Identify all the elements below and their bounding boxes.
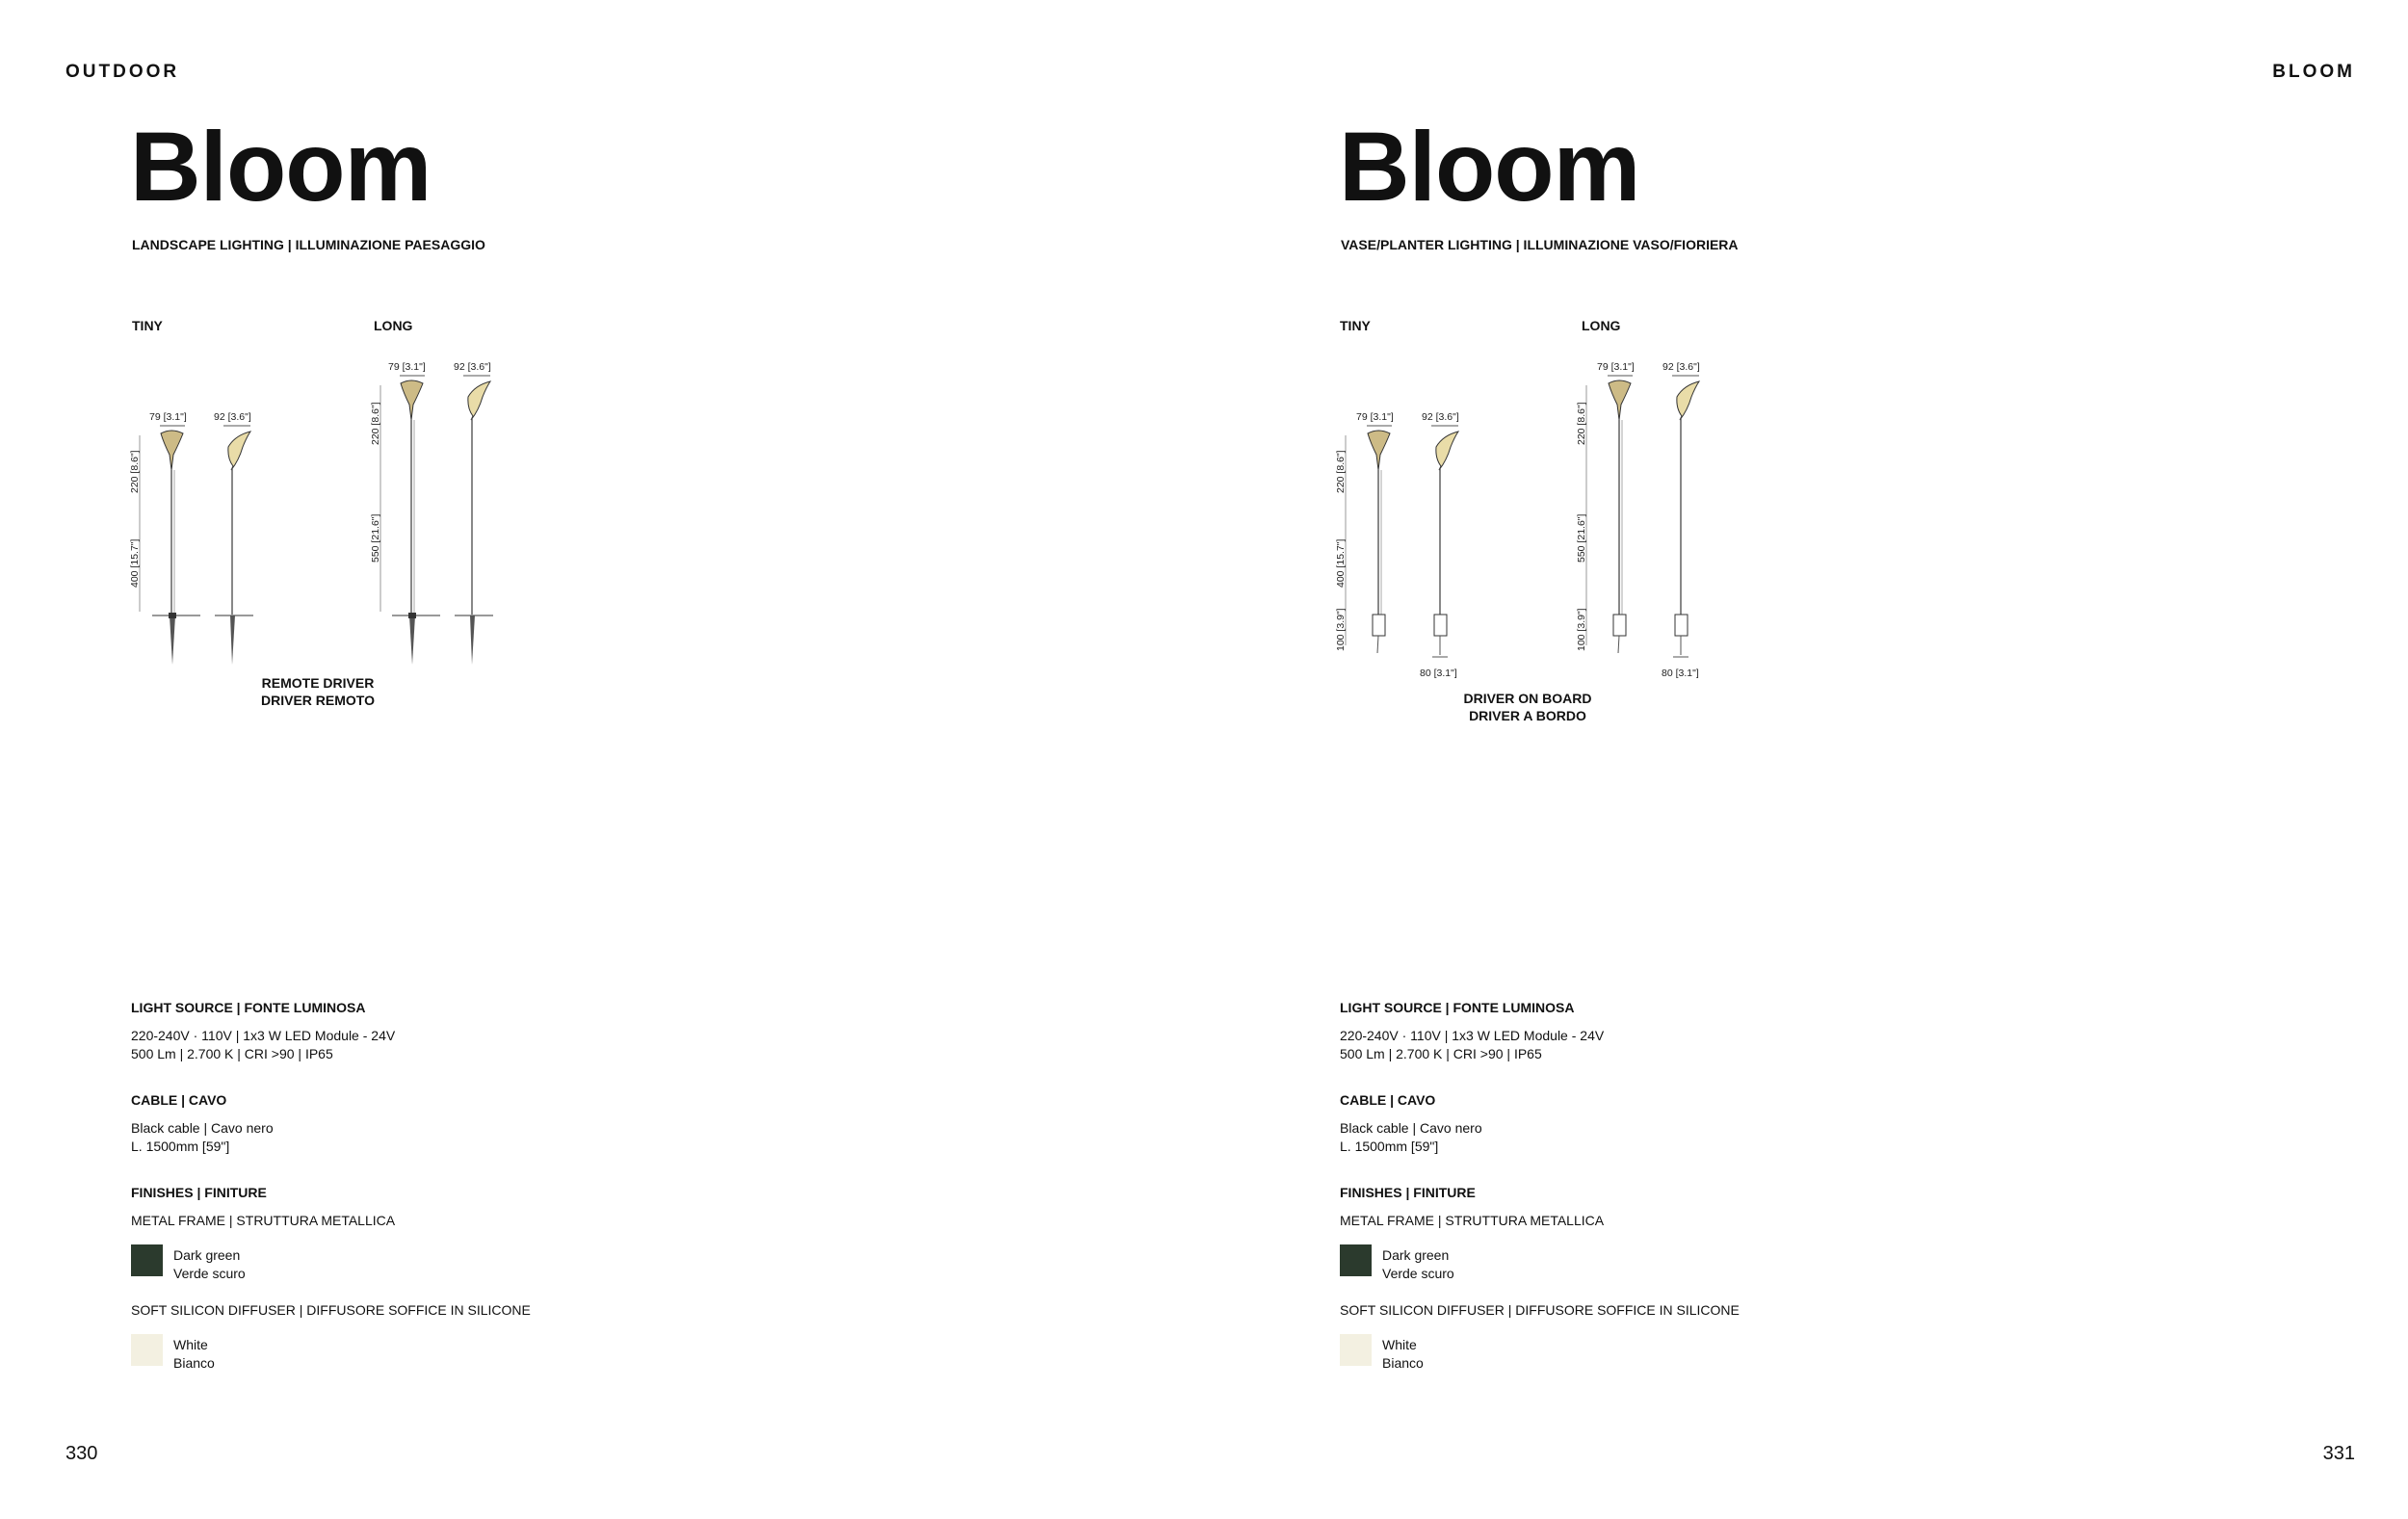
diffuser-color-it: Bianco bbox=[173, 1355, 215, 1371]
diffuser-heading: SOFT SILICON DIFFUSER | DIFFUSORE SOFFICE IN SILICONE bbox=[131, 1302, 531, 1318]
tiny-head-height-dim: 220 [8.6"] bbox=[129, 450, 141, 493]
long-width-side-dim: 92 [3.6"] bbox=[1662, 361, 1700, 373]
finishes-heading: FINISHES | FINITURE bbox=[131, 1185, 267, 1200]
diffuser-finish-option bbox=[131, 1334, 670, 1373]
variant-label-long-left: LONG bbox=[374, 318, 413, 333]
technical-drawing-planter bbox=[1324, 347, 1748, 684]
frame-color-it: Verde scuro bbox=[173, 1266, 246, 1281]
long-width-front-dim: 79 [3.1"] bbox=[1597, 361, 1635, 373]
variant-label-tiny-right: TINY bbox=[1340, 318, 1371, 333]
diffuser-color-it: Bianco bbox=[1382, 1355, 1424, 1371]
tiny-side-view bbox=[214, 411, 253, 665]
frame-color-swatch bbox=[1340, 1244, 1372, 1276]
light-source-line-1: 220-240V · 110V | 1x3 W LED Module - 24V bbox=[1340, 1028, 1605, 1043]
driver-note-right bbox=[1412, 690, 1643, 724]
page-number-right: 331 bbox=[2322, 1443, 2355, 1464]
long-front-view bbox=[370, 361, 440, 665]
specs-left bbox=[131, 999, 670, 1373]
diffuser-color-swatch bbox=[1340, 1334, 1372, 1366]
diffuser-color-swatch bbox=[131, 1334, 163, 1366]
tiny-base-height-dim: 100 [3.9"] bbox=[1335, 608, 1347, 651]
tiny-head-height-dim: 220 [8.6"] bbox=[1335, 450, 1347, 493]
variant-label-long-right: LONG bbox=[1582, 318, 1621, 333]
product-subtitle-right: VASE/PLANTER LIGHTING | ILLUMINAZIONE VASO/FIORIERA bbox=[1341, 237, 1739, 252]
diffuser-heading: SOFT SILICON DIFFUSER | DIFFUSORE SOFFICE IN SILICONE bbox=[1340, 1302, 1740, 1318]
tiny-front-view bbox=[1335, 411, 1394, 653]
long-side-view bbox=[454, 361, 493, 665]
long-stem-height-dim: 550 [21.6"] bbox=[1576, 513, 1587, 563]
long-base-width-dim: 80 [3.1"] bbox=[1662, 668, 1699, 679]
tiny-stem-height-dim: 400 [15.7"] bbox=[1335, 538, 1347, 588]
long-side-view bbox=[1662, 361, 1700, 679]
driver-line-it: DRIVER A BORDO bbox=[1469, 708, 1586, 723]
cable-line-2: L. 1500mm [59"] bbox=[131, 1139, 230, 1154]
cable-heading: CABLE | CAVO bbox=[1340, 1092, 1436, 1108]
tiny-width-front-dim: 79 [3.1"] bbox=[1356, 411, 1394, 423]
tiny-width-side-dim: 92 [3.6"] bbox=[1422, 411, 1459, 423]
driver-note-left bbox=[202, 674, 433, 709]
tiny-width-front-dim: 79 [3.1"] bbox=[149, 411, 187, 423]
cable-line-1: Black cable | Cavo nero bbox=[131, 1120, 274, 1136]
tiny-width-side-dim: 92 [3.6"] bbox=[214, 411, 251, 423]
product-title-right: Bloom bbox=[1339, 112, 1640, 222]
diffuser-finish-option bbox=[1340, 1334, 1879, 1373]
long-head-height-dim: 220 [8.6"] bbox=[1576, 402, 1587, 445]
frame-heading: METAL FRAME | STRUTTURA METALLICA bbox=[131, 1213, 396, 1228]
section-header-left: OUTDOOR bbox=[65, 62, 180, 82]
long-front-view bbox=[1576, 361, 1635, 653]
driver-line-it: DRIVER REMOTO bbox=[261, 693, 375, 708]
frame-color-en: Dark green bbox=[173, 1247, 241, 1263]
tiny-base-width-dim: 80 [3.1"] bbox=[1420, 668, 1457, 679]
long-width-front-dim: 79 [3.1"] bbox=[388, 361, 426, 373]
driver-line-en: REMOTE DRIVER bbox=[261, 675, 375, 691]
section-header-right: BLOOM bbox=[2272, 62, 2355, 82]
light-source-line-2: 500 Lm | 2.700 K | CRI >90 | IP65 bbox=[1340, 1046, 1542, 1061]
tiny-side-view bbox=[1420, 411, 1459, 679]
light-source-heading: LIGHT SOURCE | FONTE LUMINOSA bbox=[131, 1000, 366, 1015]
light-source-line-2: 500 Lm | 2.700 K | CRI >90 | IP65 bbox=[131, 1046, 333, 1061]
frame-heading: METAL FRAME | STRUTTURA METALLICA bbox=[1340, 1213, 1605, 1228]
long-stem-height-dim: 550 [21.6"] bbox=[370, 513, 381, 563]
product-subtitle-left: LANDSCAPE LIGHTING | ILLUMINAZIONE PAESAGGIO bbox=[132, 237, 485, 252]
driver-line-en: DRIVER ON BOARD bbox=[1463, 691, 1592, 706]
diffuser-color-en: White bbox=[173, 1337, 208, 1352]
frame-color-swatch bbox=[131, 1244, 163, 1276]
tiny-front-view bbox=[129, 411, 200, 665]
long-width-side-dim: 92 [3.6"] bbox=[454, 361, 491, 373]
long-base-height-dim: 100 [3.9"] bbox=[1576, 608, 1587, 651]
diffuser-color-en: White bbox=[1382, 1337, 1417, 1352]
product-title-left: Bloom bbox=[130, 112, 432, 222]
frame-finish-option bbox=[131, 1244, 670, 1283]
frame-color-it: Verde scuro bbox=[1382, 1266, 1454, 1281]
light-source-heading: LIGHT SOURCE | FONTE LUMINOSA bbox=[1340, 1000, 1575, 1015]
long-head-height-dim: 220 [8.6"] bbox=[370, 402, 381, 445]
specs-right bbox=[1340, 999, 1879, 1373]
cable-line-1: Black cable | Cavo nero bbox=[1340, 1120, 1482, 1136]
cable-line-2: L. 1500mm [59"] bbox=[1340, 1139, 1439, 1154]
cable-heading: CABLE | CAVO bbox=[131, 1092, 227, 1108]
page-number-left: 330 bbox=[65, 1443, 98, 1464]
frame-color-en: Dark green bbox=[1382, 1247, 1450, 1263]
frame-finish-option bbox=[1340, 1244, 1879, 1283]
technical-drawing-landscape bbox=[116, 347, 539, 674]
light-source-line-1: 220-240V · 110V | 1x3 W LED Module - 24V bbox=[131, 1028, 396, 1043]
finishes-heading: FINISHES | FINITURE bbox=[1340, 1185, 1476, 1200]
tiny-stem-height-dim: 400 [15.7"] bbox=[129, 538, 141, 588]
variant-label-tiny-left: TINY bbox=[132, 318, 163, 333]
